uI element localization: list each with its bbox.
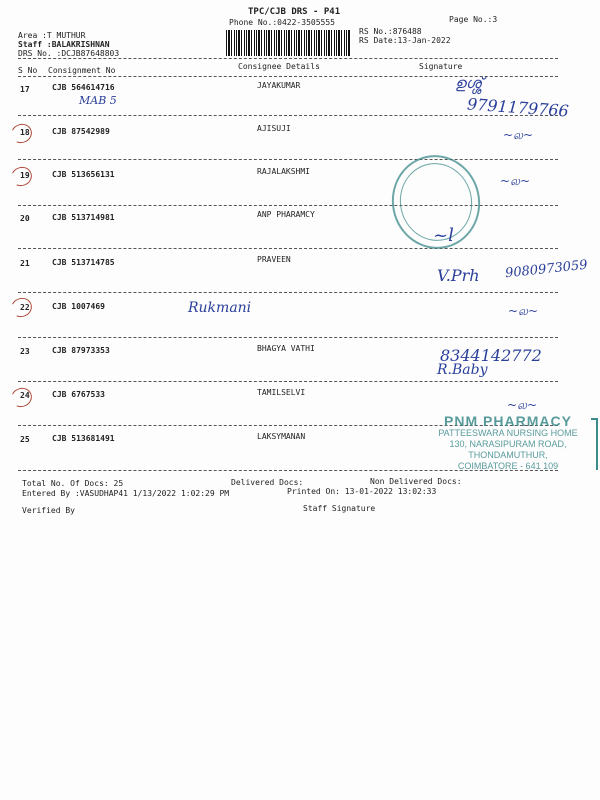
signature-mark: V.Prh bbox=[437, 266, 480, 285]
row-sno: 21 bbox=[20, 259, 30, 268]
handwritten-phone: 9791179766 bbox=[466, 94, 570, 121]
staff-label: Staff :BALAKRISHNAN bbox=[18, 40, 110, 49]
row-consignee: LAKSYMANAN bbox=[257, 432, 306, 441]
handwritten-phone: 8344142772 bbox=[440, 346, 542, 365]
row-sno: 25 bbox=[20, 435, 30, 444]
row-consignee: RAJALAKSHMI bbox=[257, 167, 310, 176]
page-number: Page No.:3 bbox=[449, 15, 498, 24]
stamp-line: COIMBATORE - 641 109 bbox=[457, 461, 559, 471]
signature-mark: ഉശ്ശ് bbox=[455, 74, 483, 92]
delivered-docs: Delivered Docs: bbox=[231, 478, 304, 487]
printed-on: Printed On: 13-01-2022 13:02:33 bbox=[287, 487, 437, 496]
row-consignment: CJB 1007469 bbox=[52, 302, 105, 311]
row-sno: 19 bbox=[20, 171, 30, 180]
row-consignee: PRAVEEN bbox=[257, 255, 291, 264]
stamp-line: PATTEESWARA NURSING HOME bbox=[438, 428, 578, 438]
stamp-line: THONDAMUTHUR, bbox=[468, 450, 548, 460]
row-consignment: CJB 87973353 bbox=[52, 346, 110, 355]
area-label: Area :T MUTHUR bbox=[18, 31, 86, 40]
row-divider bbox=[18, 381, 558, 382]
stamp-bracket bbox=[591, 418, 598, 470]
row-sno: 22 bbox=[20, 303, 30, 312]
handwritten-name: Rukmani bbox=[188, 300, 252, 316]
pharmacy-stamp bbox=[417, 414, 599, 476]
row-divider bbox=[18, 248, 558, 249]
document-title: TPC/CJB DRS - P41 bbox=[248, 7, 341, 17]
row-consignment: CJB 513714785 bbox=[52, 258, 115, 267]
signature-mark: ~ல~ bbox=[503, 128, 534, 142]
row-divider bbox=[18, 292, 558, 293]
row-consignment: CJB 513681491 bbox=[52, 434, 115, 443]
col-consignment: Consignment No bbox=[48, 66, 116, 75]
handwritten-name: R.Baby bbox=[437, 362, 488, 378]
col-consignee: Consignee Details bbox=[238, 62, 320, 71]
row-consignee: JAYAKUMAR bbox=[257, 81, 301, 90]
row-consignee: ANP PHARAMCY bbox=[257, 210, 315, 219]
row-consignment: CJB 513656131 bbox=[52, 170, 115, 179]
row-consignee: AJISUJI bbox=[257, 124, 291, 133]
row-consignee: BHAGYA VATHI bbox=[257, 344, 315, 353]
signature-mark: ~ல~ bbox=[507, 398, 538, 412]
entered-by: Entered By :VASUDHAP41 1/13/2022 1:02:29 PM bbox=[22, 489, 230, 498]
row-sno: 23 bbox=[20, 347, 30, 356]
handwritten-mab: MAB 5 bbox=[79, 94, 117, 107]
handwritten-phone: 9080973059 bbox=[504, 257, 589, 282]
row-consignment: CJB 564614716 bbox=[52, 83, 115, 92]
row-divider bbox=[18, 115, 558, 116]
drs-number: DRS No. :DCJB87648803 bbox=[18, 49, 120, 58]
non-delivered-docs: Non Delivered Docs: bbox=[370, 477, 462, 486]
row-sno: 18 bbox=[20, 128, 30, 137]
col-sno: S No bbox=[18, 66, 38, 75]
stamp-name: PNM PHARMACY bbox=[444, 413, 572, 429]
rs-date: RS Date:13-Jan-2022 bbox=[359, 36, 451, 45]
row-consignment: CJB 87542989 bbox=[52, 127, 110, 136]
header-divider bbox=[18, 58, 558, 59]
row-sno: 17 bbox=[20, 85, 30, 94]
barcode bbox=[226, 30, 350, 56]
row-sno: 24 bbox=[20, 391, 30, 400]
row-consignment: CJB 6767533 bbox=[52, 390, 105, 399]
stamp-line: 130, NARASIPURAM ROAD, bbox=[449, 439, 567, 449]
row-consignee: TAMILSELVI bbox=[257, 388, 306, 397]
rs-number: RS No.:876488 bbox=[359, 27, 422, 36]
row-consignment: CJB 513714981 bbox=[52, 213, 115, 222]
col-signature: Signature bbox=[419, 62, 463, 71]
row-sno: 20 bbox=[20, 214, 30, 223]
signature-mark: ~l bbox=[433, 225, 454, 246]
signature-mark: ~ல~ bbox=[508, 304, 539, 318]
total-docs: Total No. Of Docs: 25 bbox=[22, 479, 124, 488]
phone-number: Phone No.:0422-3505555 bbox=[229, 18, 335, 27]
row-divider bbox=[18, 337, 558, 338]
staff-signature: Staff Signature bbox=[303, 504, 376, 513]
verified-by: Verified By bbox=[22, 506, 75, 515]
signature-mark: ~ல~ bbox=[500, 174, 531, 188]
row-divider bbox=[18, 159, 558, 160]
